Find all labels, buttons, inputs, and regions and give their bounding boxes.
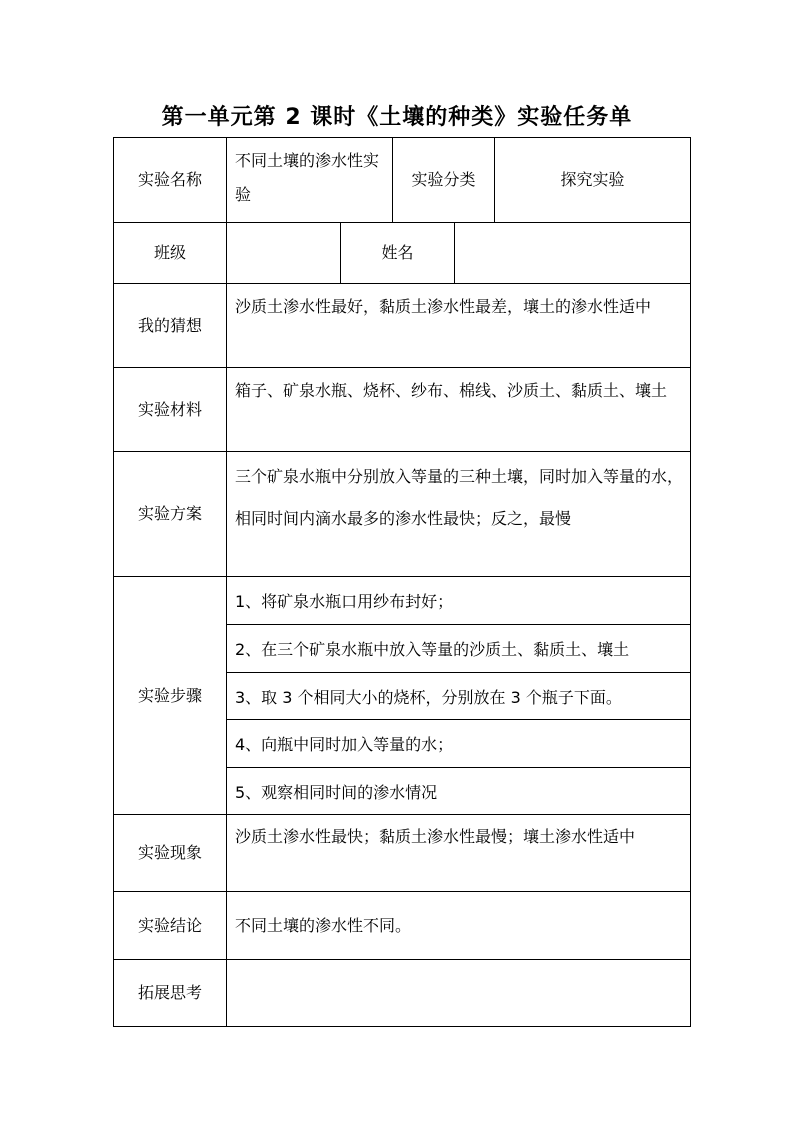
row-extension: [114, 959, 690, 1026]
value-experiment-name: 不同土壤的渗水性实验: [227, 138, 393, 222]
value-guess: 沙质土渗水性最好，黏质土渗水性最差，壤土的渗水性适中: [235, 297, 652, 316]
row-experiment-name: [114, 138, 690, 222]
page-title: 第一单元第 2 课时《土壤的种类》实验任务单: [161, 105, 633, 130]
task-table: [113, 137, 691, 1027]
row-class-name: [114, 222, 690, 283]
row-plan: [114, 451, 690, 576]
row-steps: [114, 576, 690, 814]
step-item: 1、将矿泉水瓶口用纱布封好；: [235, 592, 454, 611]
label-conclusion: 实验结论: [114, 892, 227, 959]
label-class: 班级: [114, 223, 227, 283]
label-steps: 实验步骤: [114, 577, 227, 814]
row-phenomenon: [114, 814, 690, 891]
label-materials: 实验材料: [114, 368, 227, 451]
value-extension: [227, 960, 690, 1026]
label-plan: 实验方案: [114, 452, 227, 576]
label-phenomenon: 实验现象: [114, 815, 227, 891]
row-conclusion: [114, 891, 690, 959]
label-experiment-name: 实验名称: [114, 138, 227, 222]
value-student-name: [455, 223, 690, 283]
value-phenomenon: 沙质土渗水性最快；黏质土渗水性最慢；壤土渗水性适中: [235, 827, 636, 846]
value-class: [227, 223, 341, 283]
label-experiment-category: 实验分类: [393, 138, 495, 222]
step-item: 2、在三个矿泉水瓶中放入等量的沙质土、黏质土、壤土: [227, 624, 690, 672]
value-materials: 箱子、矿泉水瓶、烧杯、纱布、棉线、沙质土、黏质土、壤土: [235, 381, 668, 400]
label-guess: 我的猜想: [114, 284, 227, 367]
label-extension: 拓展思考: [114, 960, 227, 1026]
value-experiment-category: 探究实验: [560, 170, 625, 189]
step-item: 4、向瓶中同时加入等量的水；: [227, 719, 690, 767]
step-item: 5、观察相同时间的渗水情况: [227, 767, 690, 815]
value-conclusion: 不同土壤的渗水性不同。: [235, 915, 412, 935]
label-student-name: 姓名: [341, 223, 455, 283]
row-guess: [114, 283, 690, 367]
row-materials: [114, 367, 690, 451]
value-plan: 三个矿泉水瓶中分别放入等量的三种土壤，同时加入等量的水，相同时间内滴水最多的渗水性最快；反之，最慢: [235, 467, 684, 528]
step-item: 3、取 3 个相同大小的烧杯，分别放在 3 个瓶子下面。: [227, 672, 690, 719]
